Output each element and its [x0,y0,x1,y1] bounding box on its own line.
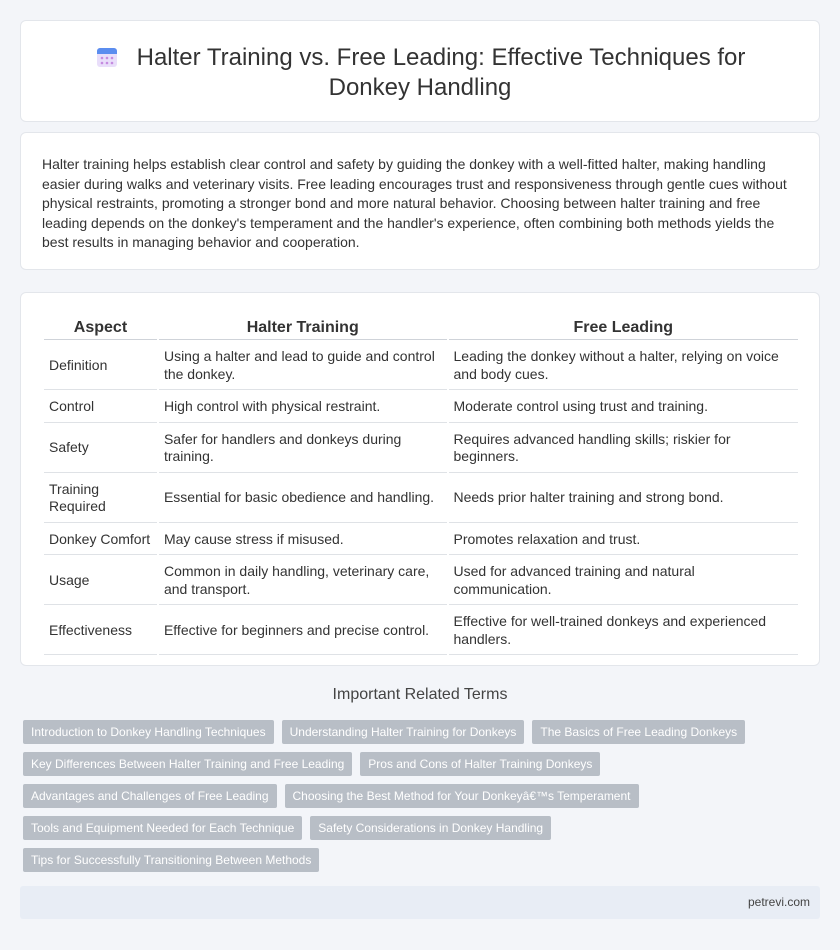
aspect-cell: Training Required [44,475,157,523]
table-row [44,607,798,655]
related-terms-title: Important Related Terms [332,686,508,703]
tag-row [23,816,823,840]
halter-cell: May cause stress if misused. [159,525,447,556]
table-row [44,525,798,556]
intro-paragraph: Halter training helps establish clear control and safety by guiding the donkey with a well-fitted halter, making handling easier during walks and veterinary visits. Free leading encourages trust and responsiveness through gentle cues without physical restraints, promoting a stronger bond and more natural behavior. Choosing between halter training and free leading depends on the donkey's temperament and the handler's experience, often combining both methods yields the best results in managing behavior and cooperation. [42,156,787,251]
aspect-cell: Donkey Comfort [44,525,157,556]
related-term-tag[interactable]: The Basics of Free Leading Donkeys [532,720,745,744]
page-title: Halter Training vs. Free Leading: Effective Techniques for Donkey Handling [136,44,746,101]
related-terms-list [23,720,823,880]
tag-row [23,752,823,776]
comparison-card [20,292,820,666]
related-term-tag[interactable]: Tools and Equipment Needed for Each Technique [23,816,302,840]
related-term-tag[interactable]: Advantages and Challenges of Free Leading [23,784,277,808]
table-row [44,425,798,473]
halter-cell: Safer for handlers and donkeys during training. [159,425,447,473]
column-header: Halter Training [159,317,447,340]
halter-cell: Common in daily handling, veterinary care, and transport. [159,557,447,605]
calendar-icon [95,45,119,69]
free-leading-cell: Needs prior halter training and strong bond. [449,475,799,523]
table-row [44,392,798,423]
table-row [44,342,798,390]
aspect-cell: Definition [44,342,157,390]
tag-row [23,720,823,744]
comparison-table [42,315,800,657]
table-row [44,475,798,523]
page-title-wrap [51,43,789,103]
halter-cell: Using a halter and lead to guide and control the donkey. [159,342,447,390]
free-leading-cell: Moderate control using trust and training. [449,392,799,423]
free-leading-cell: Leading the donkey without a halter, relying on voice and body cues. [449,342,799,390]
tag-row [23,784,823,808]
related-term-tag[interactable]: Understanding Halter Training for Donkeys [282,720,525,744]
aspect-cell: Control [44,392,157,423]
table-row [44,557,798,605]
halter-cell: Essential for basic obedience and handling. [159,475,447,523]
related-term-tag[interactable]: Pros and Cons of Halter Training Donkeys [360,752,600,776]
aspect-cell: Effectiveness [44,607,157,655]
tag-row [23,848,823,872]
free-leading-cell: Used for advanced training and natural communication. [449,557,799,605]
aspect-cell: Usage [44,557,157,605]
intro-card [20,132,820,270]
footer [20,886,820,919]
free-leading-cell: Requires advanced handling skills; riskier for beginners. [449,425,799,473]
halter-cell: High control with physical restraint. [159,392,447,423]
related-term-tag[interactable]: Introduction to Donkey Handling Techniques [23,720,274,744]
related-term-tag[interactable]: Choosing the Best Method for Your Donkeyâ€™s Temperament [285,784,639,808]
related-term-tag[interactable]: Tips for Successfully Transitioning Between Methods [23,848,319,872]
related-term-tag[interactable]: Safety Considerations in Donkey Handling [310,816,551,840]
related-term-tag[interactable]: Key Differences Between Halter Training and Free Leading [23,752,352,776]
footer-site-link[interactable]: petrevi.com [747,895,810,909]
free-leading-cell: Effective for well-trained donkeys and experienced handlers. [449,607,799,655]
free-leading-cell: Promotes relaxation and trust. [449,525,799,556]
table-header-row [44,317,798,340]
column-header: Free Leading [449,317,799,340]
halter-cell: Effective for beginners and precise control. [159,607,447,655]
column-header: Aspect [44,317,157,340]
header-card [20,20,820,122]
aspect-cell: Safety [44,425,157,473]
